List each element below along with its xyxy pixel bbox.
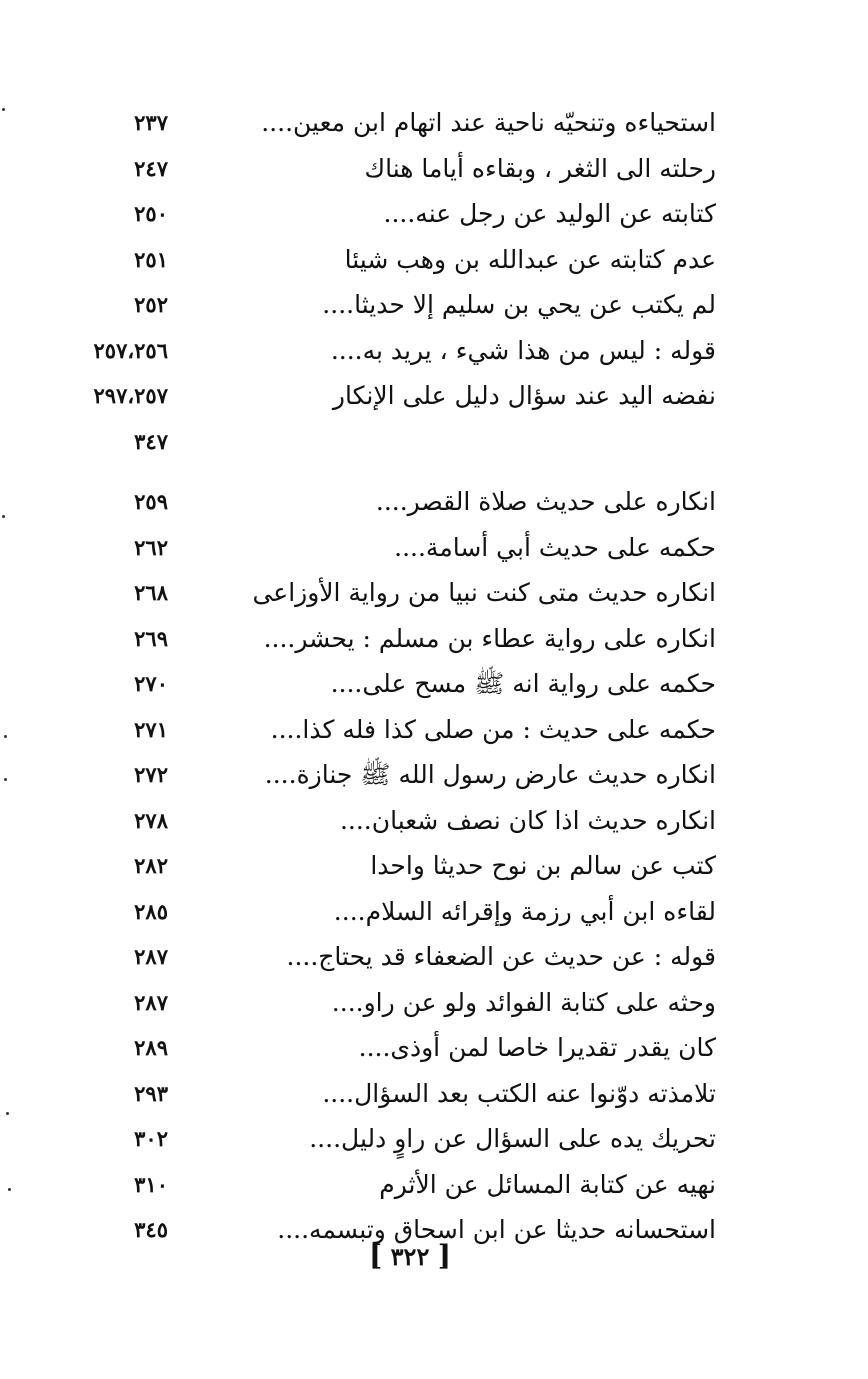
entry-title: انكاره على رواية عطاء بن مسلم : يحشر.... (263, 623, 716, 653)
entry-title: انكاره حديث اذا كان نصف شعبان.... (339, 805, 716, 835)
index-entry (0, 525, 868, 571)
footer-bracket-left: ] (369, 1239, 383, 1272)
index-entry (0, 237, 868, 283)
entry-title: استحياءه وتنحيّه ناحية عند اتهام ابن معين.... (261, 108, 716, 137)
entry-page-number: ٢٦٩ (134, 625, 168, 651)
entry-page-number: ٢٨٧ (134, 944, 168, 969)
entry-title: قوله : عن حديث عن الضعفاء قد يحتاج.... (286, 942, 716, 971)
index-entry (0, 479, 868, 525)
index-entry (0, 1162, 868, 1208)
entry-page-number: ٣٤٥ (134, 1217, 168, 1242)
entry-page-number: ٢٦٨ (134, 580, 168, 605)
entry-page-number: ٢٥٢ (134, 292, 168, 317)
index-entry (0, 798, 868, 844)
entry-page-number: ٢٨٧ (134, 989, 168, 1015)
entry-title: لم يكتب عن يحي بن سليم إلا حديثا.... (322, 290, 716, 319)
entry-title: استحسانه حديثا عن ابن اسحاق وتبسمه.... (277, 1215, 716, 1244)
index-entry (0, 419, 868, 465)
entry-title: نفضه اليد عند سؤال دليل على الإنكار (332, 381, 716, 410)
entry-title: حكمه على حديث أبي أسامة.... (394, 532, 716, 562)
entry-page-number: ٣١٠ (134, 1171, 168, 1197)
entry-page-number: ٢٩٣ (134, 1080, 168, 1106)
entry-title: انكاره على حديث صلاة القصر.... (375, 487, 716, 516)
entry-page-number: ٢٨٩ (134, 1035, 168, 1060)
index-entry (0, 570, 868, 616)
index-entry (0, 146, 868, 192)
entry-page-number: ٢٧١ (134, 716, 168, 742)
entry-title: لقاءه ابن أبي رزمة وإقرائه السلام.... (333, 896, 716, 926)
index-entry (0, 282, 868, 328)
index-entry (0, 889, 868, 935)
entry-title: كتب عن سالم بن نوح حديثا واحدا (370, 851, 716, 880)
index-entry (0, 616, 868, 662)
index-entry (0, 191, 868, 237)
entry-page-number: ٢٨٥ (134, 898, 168, 924)
scan-speck (4, 778, 7, 781)
index-entry (0, 661, 868, 707)
page-number: ٣٢٢ (390, 1242, 430, 1271)
index-entry (0, 934, 868, 980)
entry-page-number: ٢٧٠ (134, 671, 168, 696)
entry-title: انكاره حديث عارض رسول الله ﷺ جنازة.... (264, 760, 716, 789)
entry-title: تلامذته دوّنوا عنه الكتب بعد السؤال.... (322, 1078, 716, 1108)
page-number-footer (330, 1236, 490, 1276)
entry-title: كان يقدر تقديرا خاصا لمن أوذى.... (358, 1033, 716, 1062)
entry-title: كتابته عن الوليد عن رجل عنه.... (383, 199, 716, 228)
index-entry (0, 328, 868, 374)
entry-page-number: ٢٥٩ (134, 489, 168, 514)
entry-title: عدم كتابته عن عبدالله بن وهب شيئا (344, 244, 716, 274)
entry-title: رحلته الى الثغر ، وبقاءه أياما هناك (364, 153, 716, 183)
footer-bracket-right: [ (437, 1239, 451, 1272)
entry-page-number: ٢٥١ (134, 246, 168, 272)
entry-page-number: ٢٧٨ (134, 807, 168, 833)
index-entry (0, 1071, 868, 1117)
scan-speck (2, 515, 5, 518)
entry-page-number: ٢٥٠ (134, 201, 168, 226)
index-entry (0, 707, 868, 753)
index-entry (0, 1025, 868, 1071)
entry-page-number: ٢٦٢ (134, 534, 168, 560)
entry-page-number: ٣٤٧ (134, 428, 168, 454)
scan-speck (2, 108, 5, 111)
scan-speck (4, 735, 7, 738)
index-entry (0, 843, 868, 889)
entry-page-number: ٢٥٧،٢٥٦ (93, 337, 168, 363)
index-entry (0, 752, 868, 798)
entry-page-number: ٢٤٧ (134, 155, 168, 181)
index-entry (0, 1116, 868, 1162)
index-entry (0, 980, 868, 1026)
index-entry (0, 373, 868, 419)
index-entry (0, 100, 868, 146)
entry-title: قوله : ليس من هذا شيء ، يريد به.... (330, 335, 716, 365)
entry-page-number: ٢٩٧،٢٥٧ (93, 383, 168, 408)
entry-title (196, 419, 716, 465)
entry-title: تحريك يده على السؤال عن راوٍ دليل.... (309, 1124, 716, 1153)
entry-title: انكاره حديث متى كنت نبيا من رواية الأوزاعى (252, 578, 716, 607)
entry-title: حكمه على رواية انه ﷺ مسح على.... (330, 669, 716, 698)
entry-page-number: ٢٨٢ (134, 853, 168, 878)
entry-title: حكمه على حديث : من صلى كذا فله كذا.... (270, 714, 716, 744)
entry-page-number: ٢٣٧ (134, 110, 168, 135)
entry-title: وحثه على كتابة الفوائد ولو عن راو.... (331, 987, 716, 1017)
scan-speck (6, 1112, 9, 1115)
entry-page-number: ٢٧٢ (134, 762, 168, 787)
scan-speck (8, 1188, 11, 1191)
index-entries-list (0, 100, 868, 1253)
entry-title: نهيه عن كتابة المسائل عن الأثرم (379, 1169, 716, 1199)
entry-page-number: ٣٠٢ (134, 1126, 168, 1151)
